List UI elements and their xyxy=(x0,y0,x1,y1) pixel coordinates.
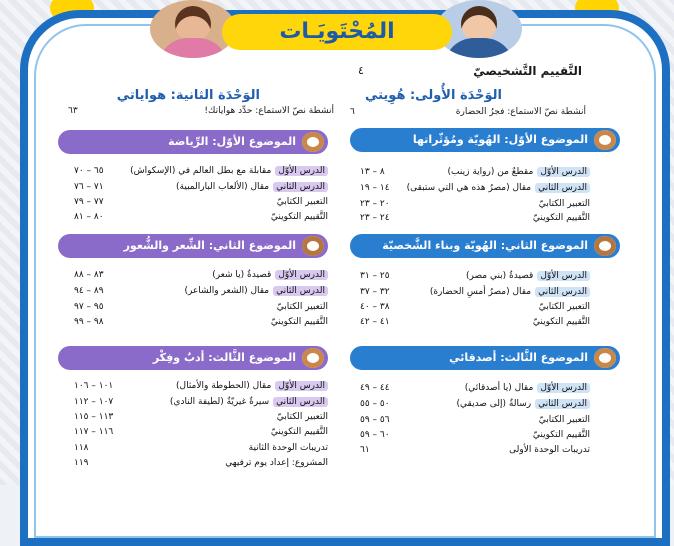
books-icon xyxy=(302,132,324,152)
toc-row: الدرس الأوّلقصيدةُ (بني مصر) ٢٥ – ٣١ xyxy=(360,271,590,283)
topic-title: الموضوع الثَّالث: أصدقائي xyxy=(449,351,588,364)
topic-u2-t3-header xyxy=(58,346,328,370)
toc-row: الدرس الثانيرسالةٌ (إلى صديقي) ٥٠ – ٥٥ xyxy=(360,399,590,411)
page-title: المُحْتَويَـات xyxy=(279,19,395,44)
toc-row: التَّقييم التكوينيّ ١١٦ – ١١٧ xyxy=(74,427,328,437)
toc-row: التَّقييم التكوينيّ ٤١ – ٤٢ xyxy=(360,317,590,327)
toc-row: الدرس الأوّلقصيدةُ (يا شعر) ٨٣ – ٨٨ xyxy=(74,270,328,282)
people-icon xyxy=(594,236,616,256)
unit-1-activity: أنشطة نصّ الاستماع: فجرُ الحضارة xyxy=(455,107,586,117)
toc-row: التَّقييم التكوينيّ ٦٠ – ٥٩ xyxy=(360,430,590,440)
boy-face xyxy=(461,6,497,42)
unit-1-activity-page: ٦ xyxy=(350,107,355,117)
toc-row: التعبير الكتابيّ ٢٠ – ٢٣ xyxy=(360,199,590,209)
toc-row: الدرس الثانيسيرةٌ غيريّةٌ (لطيفة النادي) ١٠٧ – ١١٢ xyxy=(74,397,328,409)
topic-title: الموضوع الأوّل: الهُويّة ومُؤثّراتها xyxy=(412,133,588,146)
toc-row: الدرس الثانيمقال (الشعر والشاعر) ٨٩ – ٩٤ xyxy=(74,286,328,298)
toc-row: التعبير الكتابيّ ٩٥ – ٩٧ xyxy=(74,302,328,312)
toc-row: الدرس الثانيمقال (الألعاب البارالمبية) ٧١ – ٧٦ xyxy=(74,182,328,194)
unit-2-activity-page: ٦٣ xyxy=(68,106,78,116)
unit-1-title: الوَحْدَة الأُولى: هُوِيتي xyxy=(364,88,502,103)
toc-row: تدريبات الوحدة الأولى ٦١ xyxy=(360,445,590,455)
toc-row: التعبير الكتابيّ ٣٨ – ٤٠ xyxy=(360,302,590,312)
toc-row: الدرس الأوّلمقال (يا أصدقائي) ٤٤ – ٤٩ xyxy=(360,383,590,395)
topic-title: الموضوع الثَّالث: أدبٌ وفِكْر xyxy=(152,351,296,364)
toc-row: الدرس الأوّلمقابلة مع بطل العالم في (الإسكواش) ٦٥ – ٧٠ xyxy=(74,166,328,178)
toc-row: الدرس الثانيمقال (مصرُ أمسِ الحضارة) ٣٢ – ٣٧ xyxy=(360,287,590,299)
toc-row: الدرس الثانيمقال (مصرُ هذه هي التي ستبقى) ١٤ – ١٩ xyxy=(360,183,590,195)
toc-row: تدريبات الوحدة الثانية ١١٨ xyxy=(74,443,328,453)
books-icon xyxy=(302,348,324,368)
girl-face xyxy=(175,6,211,42)
toc-row: الدرس الأوّلمقال (الحطوطة والأمثال) ١٠١ – ١٠٦ xyxy=(74,381,328,393)
people-icon xyxy=(302,236,324,256)
topic-u1-t2-header xyxy=(350,234,620,258)
toc-row: الدرس الأوّلمقطعٌ من (رواية زينب) ٨ – ١٣ xyxy=(360,167,590,179)
topic-u2-t2-header xyxy=(58,234,328,258)
girl-body xyxy=(158,38,228,58)
boy-body xyxy=(444,38,514,58)
unit-2-title: الوَحْدَة الثانية: هواياتي xyxy=(116,88,260,103)
topic-title: الموضوع الثاني: الهُويّة وبناء الشَّخصيّة xyxy=(382,239,588,252)
diagnostic-page: ٤ xyxy=(358,64,364,77)
unit-2-activity: أنشطة نصّ الاستماع: حدِّد هواياتك! xyxy=(204,106,334,116)
toc-row: التَّقييم التكوينيّ ٢٤ – ٢٣ xyxy=(360,213,590,223)
books-icon xyxy=(594,348,616,368)
topic-u2-t1-header xyxy=(58,130,328,154)
toc-row: التعبير الكتابيّ ٥٦ – ٥٩ xyxy=(360,415,590,425)
topic-u1-t3-header xyxy=(350,346,620,370)
diagnostic-label: التَّقييم التَّشخيصيّ xyxy=(473,64,582,78)
toc-row: التَّقييم التكوينيّ ٨٠ – ٨١ xyxy=(74,212,328,222)
toc-row: التعبير الكتابيّ ٧٧ – ٧٩ xyxy=(74,197,328,207)
topic-title: الموضوع الثاني: الشِّعر والشُّعور xyxy=(123,239,296,252)
title-banner xyxy=(222,14,452,50)
topic-u1-t1-header xyxy=(350,128,620,152)
toc-row: المشروع: إعداد يوم ترفيهي ١١٩ xyxy=(74,458,328,468)
books-icon xyxy=(594,130,616,150)
toc-row: التَّقييم التكوينيّ ٩٨ – ٩٩ xyxy=(74,317,328,327)
toc-row: التعبير الكتابيّ ١١٣ – ١١٥ xyxy=(74,412,328,422)
topic-title: الموضوع الأوّل: الرِّياضة xyxy=(168,135,296,148)
